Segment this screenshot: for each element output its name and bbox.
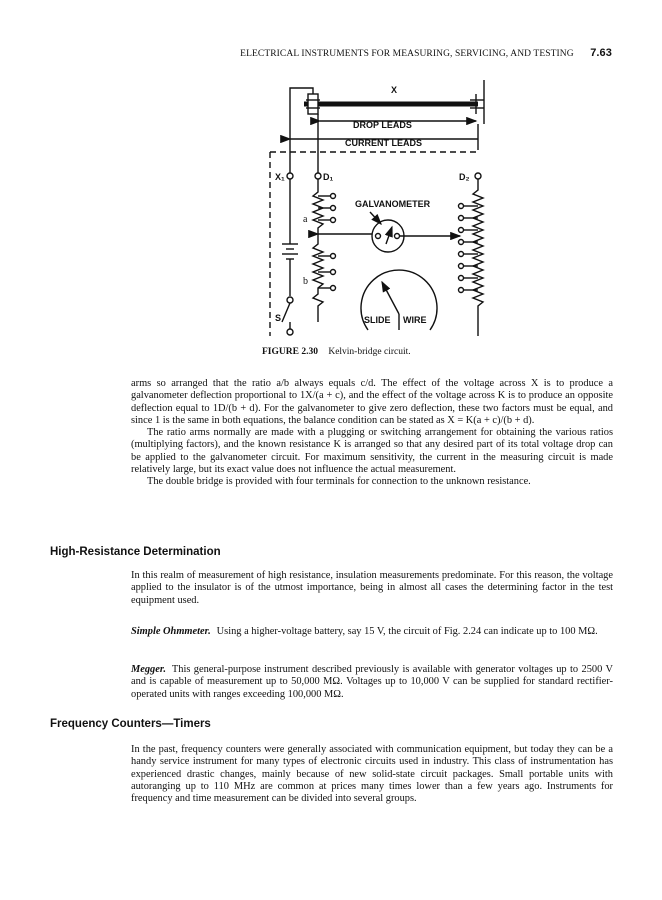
running-head [0, 47, 612, 59]
paragraph-ratio-arms: The ratio arms normally are made with a plugging or switching arrangement for obtaining the various ratios (multiplying factors), and the known resistance K is arranged so that any desired part of its total voltage drop can be applied to the galvanometer circuit. For maximum sensitivity, the current in the measuring circuit is made relatively large, but its exact value does not influence the actual measurement. [131, 427, 613, 476]
section-heading-frequency-counters: Frequency Counters—Timers [50, 718, 211, 730]
label-d1: D₁ [323, 172, 334, 182]
ratio-arm-b [313, 234, 323, 322]
label-drop-leads: DROP LEADS [353, 120, 412, 130]
label-wire: WIRE [403, 315, 427, 325]
label-d2: D₂ [459, 172, 470, 182]
figure-caption [262, 347, 411, 357]
label-slide: SLIDE [364, 315, 391, 325]
simple-ohmmeter-text: Using a higher-voltage battery, say 15 V, the circuit of Fig. 2.24 can indicate up to 100 MΩ. [216, 626, 598, 637]
label-x1: X₁ [275, 172, 285, 182]
simple-ohmmeter-title: Simple Ohmmeter. [131, 626, 211, 637]
paragraph-double-bridge: The double bridge is provided with four terminals for connection to the unknown resistance. [147, 476, 531, 488]
running-title: ELECTRICAL INSTRUMENTS FOR MEASURING, SERVICING, AND TESTING [240, 49, 574, 59]
label-b: b [303, 276, 308, 287]
megger-text: This general-purpose instrument described previously is available with generator voltages up to 2500 V and is capable of measurement up to 50,000 MΩ. Voltages up to 10,000 V can be supplied for standard rectifier-operated units with ranges exceeding 100,000 MΩ. [131, 664, 613, 700]
body-text-block [131, 378, 613, 489]
switch-s [282, 303, 290, 322]
frequency-counters-block [131, 744, 613, 805]
simple-ohmmeter-block [131, 626, 613, 638]
ratio-arm-c-d [473, 179, 483, 336]
ratio-arm-a [313, 179, 323, 234]
figure-label: FIGURE 2.30 [262, 347, 318, 357]
kelvin-bridge-diagram [255, 72, 495, 344]
paragraph-frequency-counters: In the past, frequency counters were generally associated with communication equipment, but today they can be a handy service instrument for many types of electronic circuits used in industry. This class of instrumentation has experienced drastic changes, mainly because of new solid-state circuit packages. Small portable units with autoranging up to 110 MHz are common at prices many times lower than a few years ago. Instruments for frequency and time measurement can be divided into several groups. [131, 744, 613, 805]
section-heading-high-resistance: High-Resistance Determination [50, 546, 221, 558]
label-x: X [391, 85, 398, 95]
megger-block [131, 664, 613, 701]
paragraph-high-resistance-intro: In this realm of measurement of high resistance, insulation measurements predominate. For this reason, the voltage applied to the insulator is of the utmost importance, being in almost all cases the determining factor in the test equipment used. [131, 570, 613, 606]
page-number: 7.63 [590, 47, 612, 59]
figure-caption-text: Kelvin-bridge circuit. [328, 347, 411, 357]
label-current-leads: CURRENT LEADS [345, 138, 423, 148]
paragraph-balance: arms so arranged that the ratio a/b always equals c/d. The effect of the voltage across X is to produce a galvanometer deflection proportional to 1X/(a + c), and the effect of the voltage across K is to produce an opposite deflection equal to 1D/(b + d). For the galvanometer to give zero deflection, these two factors must be equal, and since 1 is the same in both equations, the balance condition can be stated as X = K(a + c)/(b + d). [131, 378, 613, 426]
megger-title: Megger. [131, 664, 166, 675]
label-s: S [275, 313, 282, 323]
high-resistance-intro [131, 570, 613, 607]
label-galvanometer: GALVANOMETER [355, 199, 431, 209]
left-clamp [308, 94, 318, 114]
label-a: a [303, 214, 308, 225]
